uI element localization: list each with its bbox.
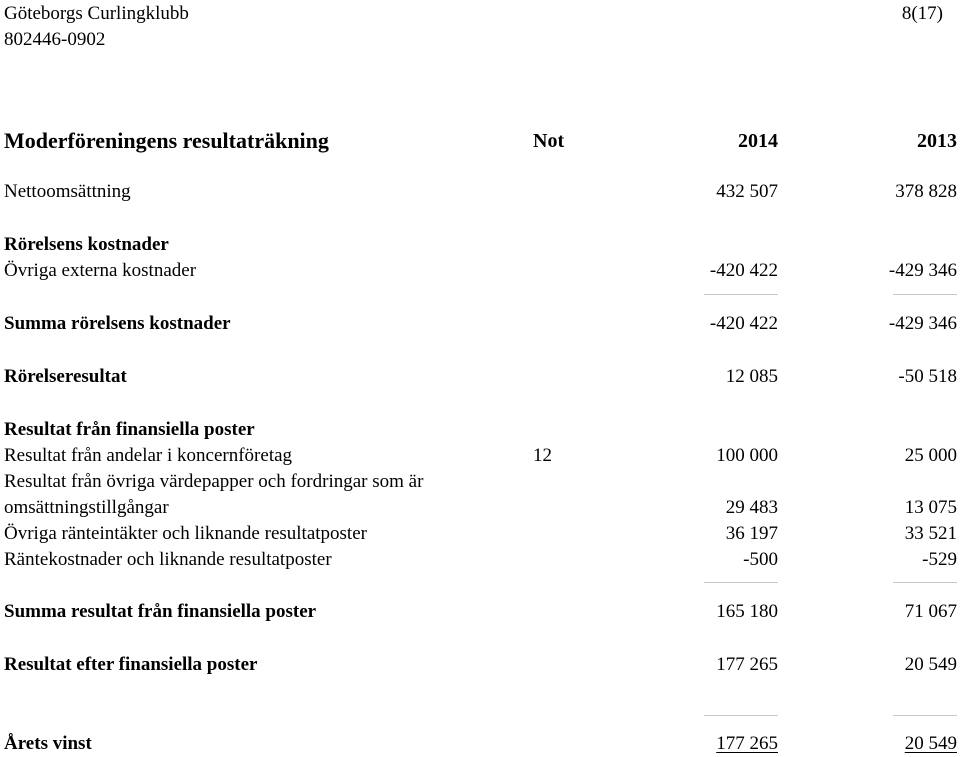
- row-label: omsättningstillgångar: [4, 497, 169, 518]
- total-rule-2014: [704, 715, 778, 716]
- row-other-securities-line2: [0, 496, 960, 520]
- row-operating-result: [0, 365, 960, 389]
- row-total-financial: [0, 600, 960, 624]
- value-2014: 177 265: [716, 654, 778, 675]
- row-label: Resultat efter finansiella poster: [4, 654, 258, 675]
- row-group-companies: [0, 444, 960, 468]
- value-2014: 36 197: [725, 523, 778, 544]
- row-net-profit: [0, 732, 960, 756]
- value-2013: 25 000: [904, 445, 957, 466]
- value-2014: 29 483: [725, 497, 778, 518]
- row-label: Övriga ränteintäkter och liknande resultatposter: [4, 523, 367, 544]
- total-rule-2013: [893, 715, 957, 716]
- value-2013: -50 518: [898, 366, 957, 387]
- subtotal-rule-2013: [893, 582, 957, 583]
- row-label: Rörelseresultat: [4, 366, 127, 387]
- value-2013: -529: [922, 549, 957, 570]
- row-label: Nettoomsättning: [4, 181, 131, 202]
- column-header-2014: 2014: [738, 130, 778, 152]
- row-label: Resultat från andelar i koncernföretag: [4, 445, 293, 466]
- section-heading: Rörelsens kostnader: [4, 234, 169, 255]
- column-header-note: Not: [533, 130, 565, 152]
- row-label: Årets vinst: [4, 733, 92, 754]
- row-other-external-costs: [0, 259, 960, 283]
- value-2013: 20 549: [904, 654, 957, 675]
- value-2013: 71 067: [904, 601, 957, 622]
- row-operating-costs-heading: [0, 233, 960, 257]
- organization-name: Göteborgs Curlingklubb: [4, 3, 189, 24]
- row-total-operating-costs: [0, 312, 960, 336]
- value-2013: 13 075: [904, 497, 957, 518]
- value-2013: -429 346: [888, 260, 957, 281]
- value-2014: 177 265: [716, 733, 778, 754]
- organization-number: 802446-0902: [4, 29, 106, 50]
- value-2014: -500: [743, 549, 778, 570]
- column-header-2013: 2013: [917, 130, 957, 152]
- value-2014: 12 085: [725, 366, 778, 387]
- row-label: Övriga externa kostnader: [4, 260, 197, 281]
- page-number: 8(17): [901, 3, 943, 24]
- row-interest-income: [0, 522, 960, 546]
- row-result-after-financial: [0, 653, 960, 677]
- row-financial-heading: [0, 418, 960, 442]
- subtotal-rule-2014: [704, 294, 778, 295]
- subtotal-rule-2014: [704, 582, 778, 583]
- subtotal-rule-2013: [893, 294, 957, 295]
- value-2014: 165 180: [716, 601, 778, 622]
- value-2013: -429 346: [888, 313, 957, 334]
- statement-title: Moderföreningens resultaträkning: [4, 128, 329, 153]
- row-other-securities-line1: [0, 470, 960, 494]
- value-2014: -420 422: [709, 313, 778, 334]
- value-2014: -420 422: [709, 260, 778, 281]
- row-label: Räntekostnader och liknande resultatposter: [4, 549, 332, 570]
- section-heading: Resultat från finansiella poster: [4, 419, 255, 440]
- value-2013: 378 828: [895, 181, 957, 202]
- value-2014: 432 507: [716, 181, 778, 202]
- row-net-sales: [0, 180, 960, 204]
- value-2013: 33 521: [904, 523, 957, 544]
- row-interest-expense: [0, 548, 960, 572]
- row-label: Resultat från övriga värdepapper och fordringar som är: [4, 471, 424, 492]
- value-2014: 100 000: [716, 445, 778, 466]
- value-2013: 20 549: [904, 733, 957, 754]
- row-label: Summa resultat från finansiella poster: [4, 601, 317, 622]
- note-reference: 12: [533, 445, 552, 466]
- row-label: Summa rörelsens kostnader: [4, 313, 231, 334]
